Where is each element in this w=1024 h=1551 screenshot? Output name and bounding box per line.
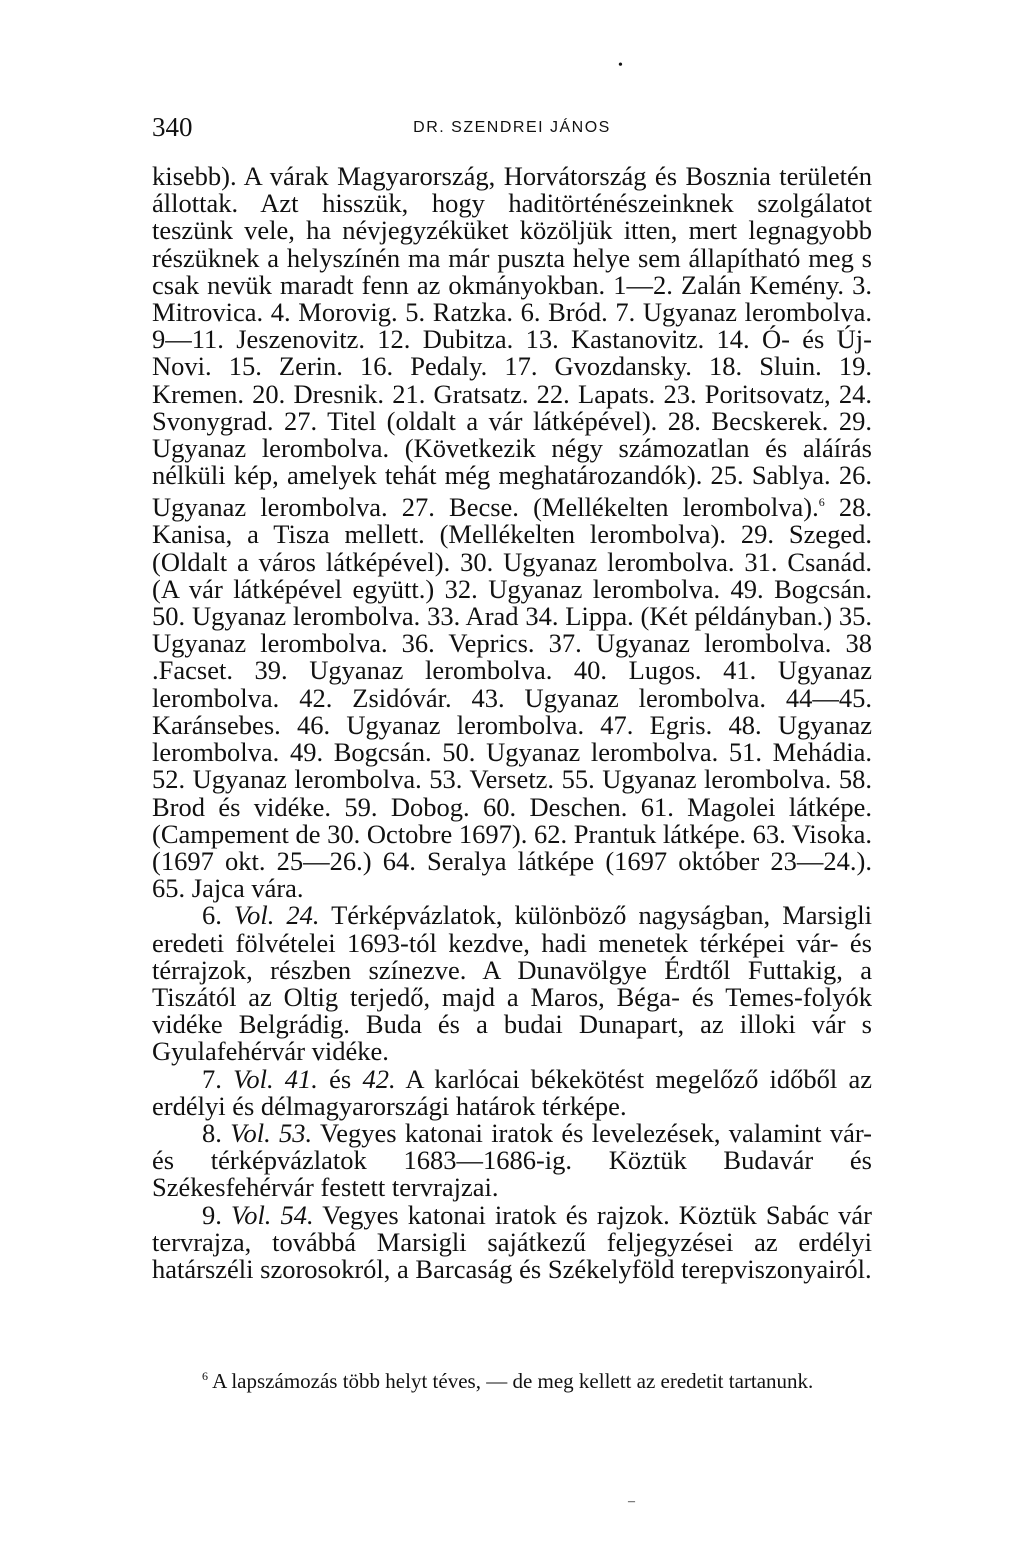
paragraph-vol-53: [152, 1117, 872, 1203]
paragraph-vol-54: [152, 1199, 873, 1284]
volume-ref: Vol. 24.: [233, 900, 320, 931]
volume-ref-second: 42.: [362, 1063, 396, 1094]
volume-ref: Vol. 41.: [233, 1063, 318, 1094]
paragraph-text-continued: 28. Kanisa, a Tisza mellett. (Mellékelten lerombolva). 29. Szeged. (Oldalt a város látképével). 30. Ugyanaz lerombolva. 31. Csanád. (A vár látképével együtt.) 32. Ugyanaz lerombolva. 49. Bogcsán. 50. Ugyanaz lerombolva. 33. Arad 34. Lippa. (Két példányban.) 35. Ugyanaz lerombolva. 36. Veprics. 37. Ugyanaz lerombolva. 38 .Facset. 39. Ugyanaz lerombolva. 40. Lugos. 41. Ugyanaz lerombolva. 42. Zsidóvár. 43. Ugyanaz lerombolva. 44—45. Karánsebes. 46. Ugyanaz lerombolva. 47. Egris. 48. Ugyanaz lerombolva. 49. Bogcsán. 50. Ugyanaz lerombolva. 51. Mehádia. 52. Ugyanaz lerombolva. 53. Versetz. 55. Ugyanaz lerombolva. 58. Brod és vidéke. 59. Dobog. 60. Deschen. 61. Magolei látképe. (Campement de 30. Octobre 1697). 62. Prantuk látképe. 63. Visoka. (1697 okt. 25—26.) 64. Seralya látképe (1697 október 23—24.). 65. Jajca vára.: [152, 492, 872, 904]
page-number: 340: [152, 112, 193, 142]
paragraph-vol-41-42: [152, 1063, 873, 1121]
conjunction: és: [317, 1063, 363, 1094]
footnote-marker: 6: [202, 1369, 208, 1383]
paragraph-vol-24: [152, 902, 872, 1065]
top-dot-mark: •: [618, 58, 623, 73]
volume-ref: Vol. 53.: [230, 1117, 313, 1148]
page-header: [152, 112, 872, 148]
paragraph-text: Vegyes katonai iratok és levelezések, valamint vár- és térképvázlatok 1683—1686-ig. Köztük Budavár és Székesfehérvár festett tervrajzai.: [152, 1117, 872, 1203]
item-number: 8.: [202, 1117, 231, 1148]
paragraph-text: Vegyes katonai iratok és rajzok. Köztük Sabác vár tervrajza, továbbá Marsigli sajátkezű feljegyzései az erdélyi határszéli szorosokról, a Barcaság és Székelyföld terepviszonyairól.: [152, 1199, 873, 1284]
running-head: DR. SZENDREI JÁNOS: [413, 119, 611, 136]
footnote-reference: 6: [818, 495, 825, 510]
item-number: 7.: [202, 1063, 234, 1094]
paragraph-text: A karlócai békekötést megelőző időből az erdélyi és délmagyarországi határok térképe.: [152, 1063, 873, 1121]
paragraph-text: Térképvázlatok, különböző nagyságban, Marsigli eredeti fölvételei 1693-tól kezdve, hadi menetek térképei vár- és térrajzok, részben színezve. A Dunavölgye Érdtől Futtakig, a Tiszától az Oltig terjedő, majd a Maros, Béga- és Temes-folyók vidéke Belgrádig. Buda és a budai Dunapart, az illoki vár s Gyulafehérvár vidéke.: [152, 900, 872, 1067]
bottom-dash-mark: –: [628, 1494, 635, 1509]
volume-ref: Vol. 54.: [230, 1199, 314, 1230]
footnote-text: A lapszámozás több helyt téves, — de meg kellett az eredetit tartanunk.: [208, 1369, 814, 1393]
body-text: [152, 163, 872, 1283]
paragraph-castle-list: [152, 163, 872, 902]
footnote: [152, 1364, 872, 1393]
item-number: 9.: [202, 1199, 231, 1230]
item-number: 6.: [202, 900, 234, 931]
paragraph-text: kisebb). A várak Magyarország, Horvátország és Bosznia területén állottak. Azt hisszük, hogy haditörténészeinknek szolgálatot teszünk vele, ha névjegyzéküket közöljük itten, mert legnagyobb részüknek a helyszínén ma már puszta helye sem állapítható meg s csak nevük maradt fenn az okmányokban. 1—2. Zalán Kemény. 3. Mitrovica. 4. Morovig. 5. Ratzka. 6. Bród. 7. Ugyanaz lerombolva. 9—11. Jeszenovitz. 12. Dubitza. 13. Kastanovitz. 14. Ó- és Új-Novi. 15. Zerin. 16. Pedaly. 17. Gvozdansky. 18. Sluin. 19. Kremen. 20. Dresnik. 21. Gratsatz. 22. Lapats. 23. Poritsovatz, 24. Svonygrad. 27. Titel (oldalt a vár látképével). 28. Becskerek. 29. Ugyanaz lerombolva. (Következik négy számozatlan és aláírás nélküli kép, amelyek tehát még meghatározandók). 25. Sablya. 26. Ugyanaz lerombolva. 27. Becse. (Mellékelten lerombolva).: [152, 161, 872, 523]
